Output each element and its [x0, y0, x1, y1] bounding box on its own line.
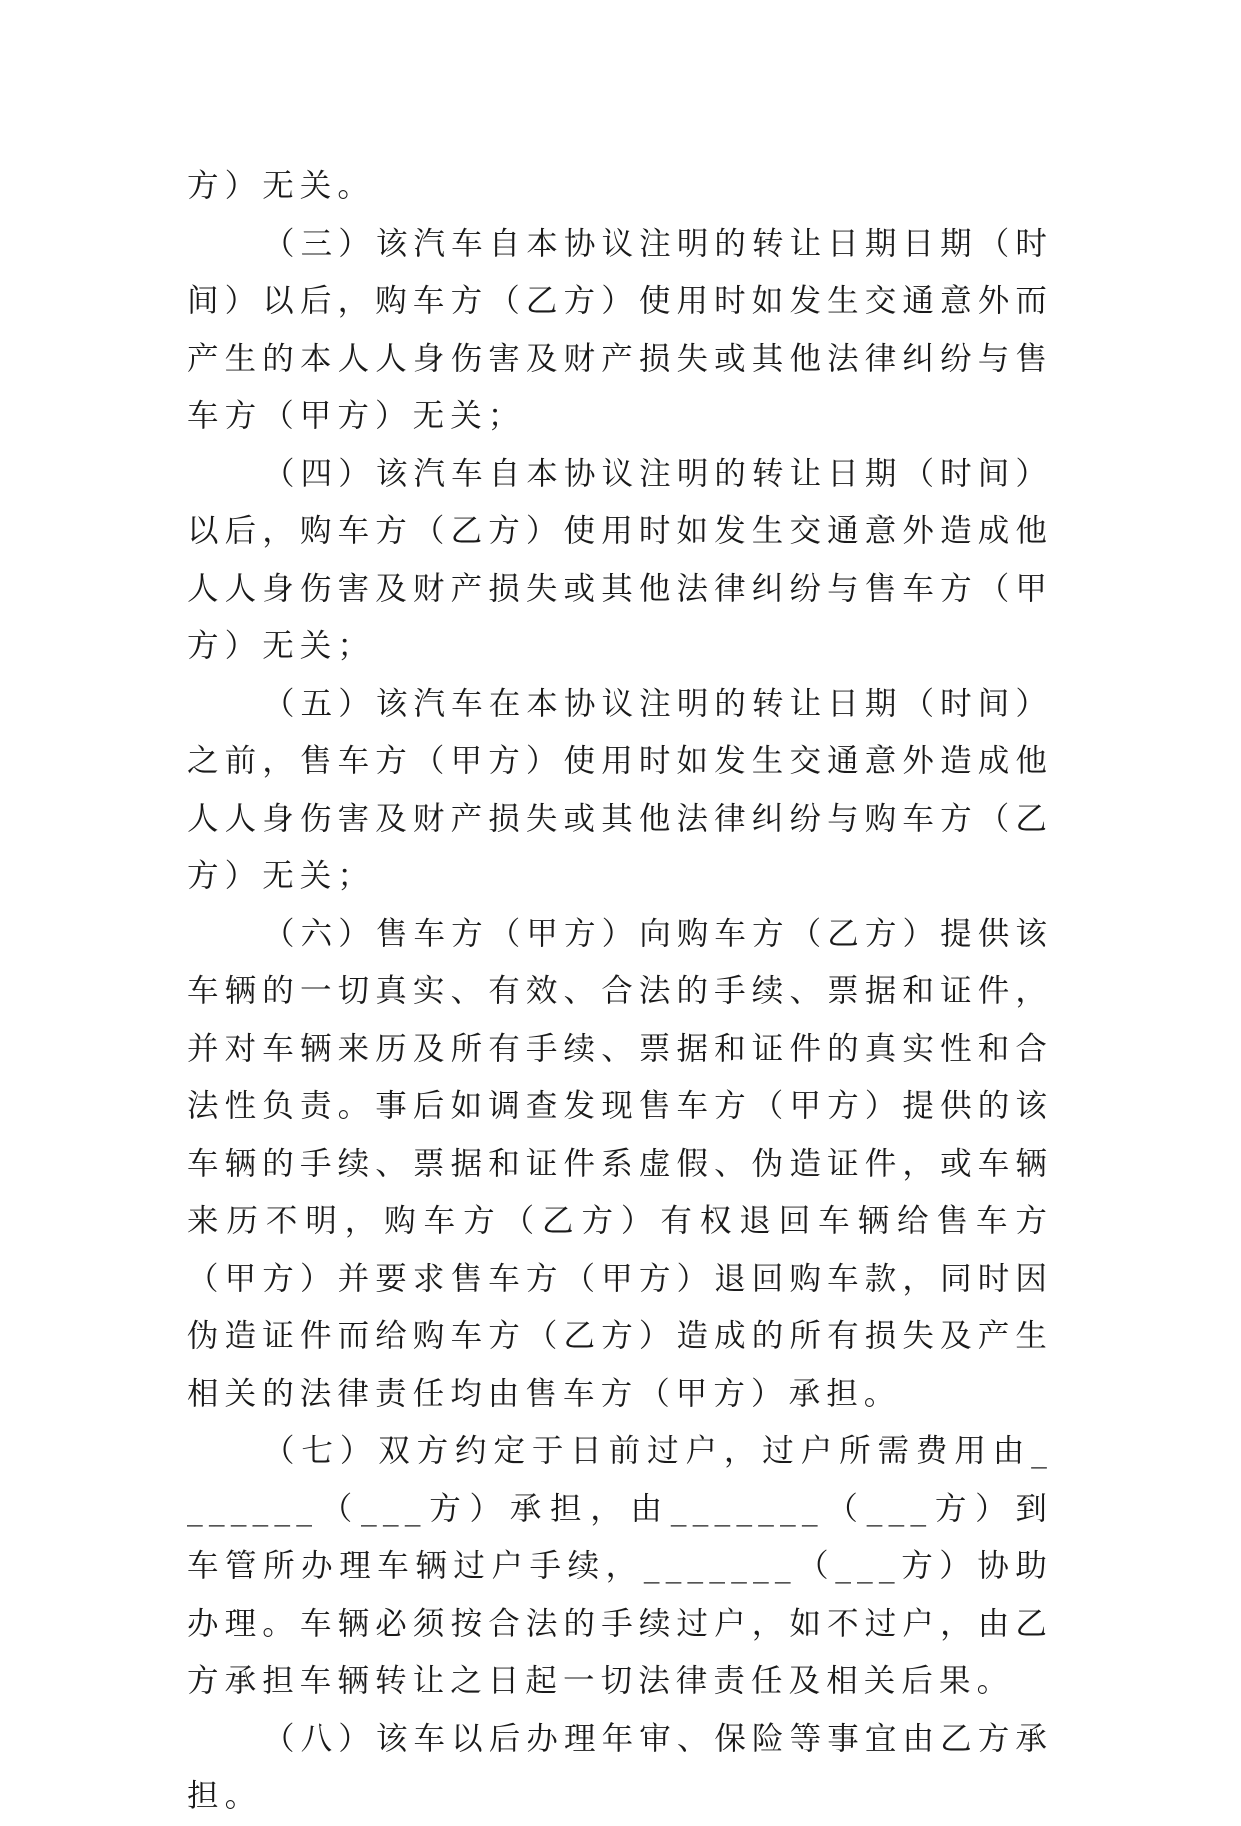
paragraph-clause-6: （六）售车方（甲方）向购车方（乙方）提供该车辆的一切真实、有效、合法的手续、票据和证件，并对车辆来历及所有手续、票据和证件的真实性和合法性负责。事后如调查发现售车方（甲方）提供的该车辆的手续、票据和证件系虚假、伪造证件，或车辆来历不明，购车方（乙方）有权退回车辆给售车方（甲方）并要求售车方（甲方）退回购车款，同时因伪造证件而给购车方（乙方）造成的所有损失及产生相关的法律责任均由售车方（甲方）承担。: [187, 915, 1053, 1412]
document-page: [187, 158, 1053, 1826]
paragraph-clause-5: （五）该汽车在本协议注明的转让日期（时间）之前，售车方（甲方）使用时如发生交通意外造成他人人身伤害及财产损失或其他法律纠纷与购车方（乙方）无关；: [187, 685, 1053, 894]
paragraph-clause-7: （七）双方约定于日前过户，过户所需费用由_______（___方）承担，由_______（___方）到车管所办理车辆过户手续，_______（___方）协助办理。车辆必须按合法的手续过户，如不过户，由乙方承担车辆转让之日起一切法律责任及相关后果。: [187, 1433, 1053, 1699]
paragraph-clause-8: （八）该车以后办理年审、保险等事宜由乙方承担。: [187, 1720, 1053, 1814]
paragraph-clause-3: （三）该汽车自本协议注明的转让日期日期（时间）以后，购车方（乙方）使用时如发生交通意外而产生的本人人身伤害及财产损失或其他法律纠纷与售车方（甲方）无关；: [187, 225, 1053, 434]
paragraph-clause-4: （四）该汽车自本协议注明的转让日期（时间）以后，购车方（乙方）使用时如发生交通意外造成他人人身伤害及财产损失或其他法律纠纷与售车方（甲方）无关；: [187, 455, 1053, 664]
paragraph-continuation: 方）无关。: [187, 168, 376, 204]
